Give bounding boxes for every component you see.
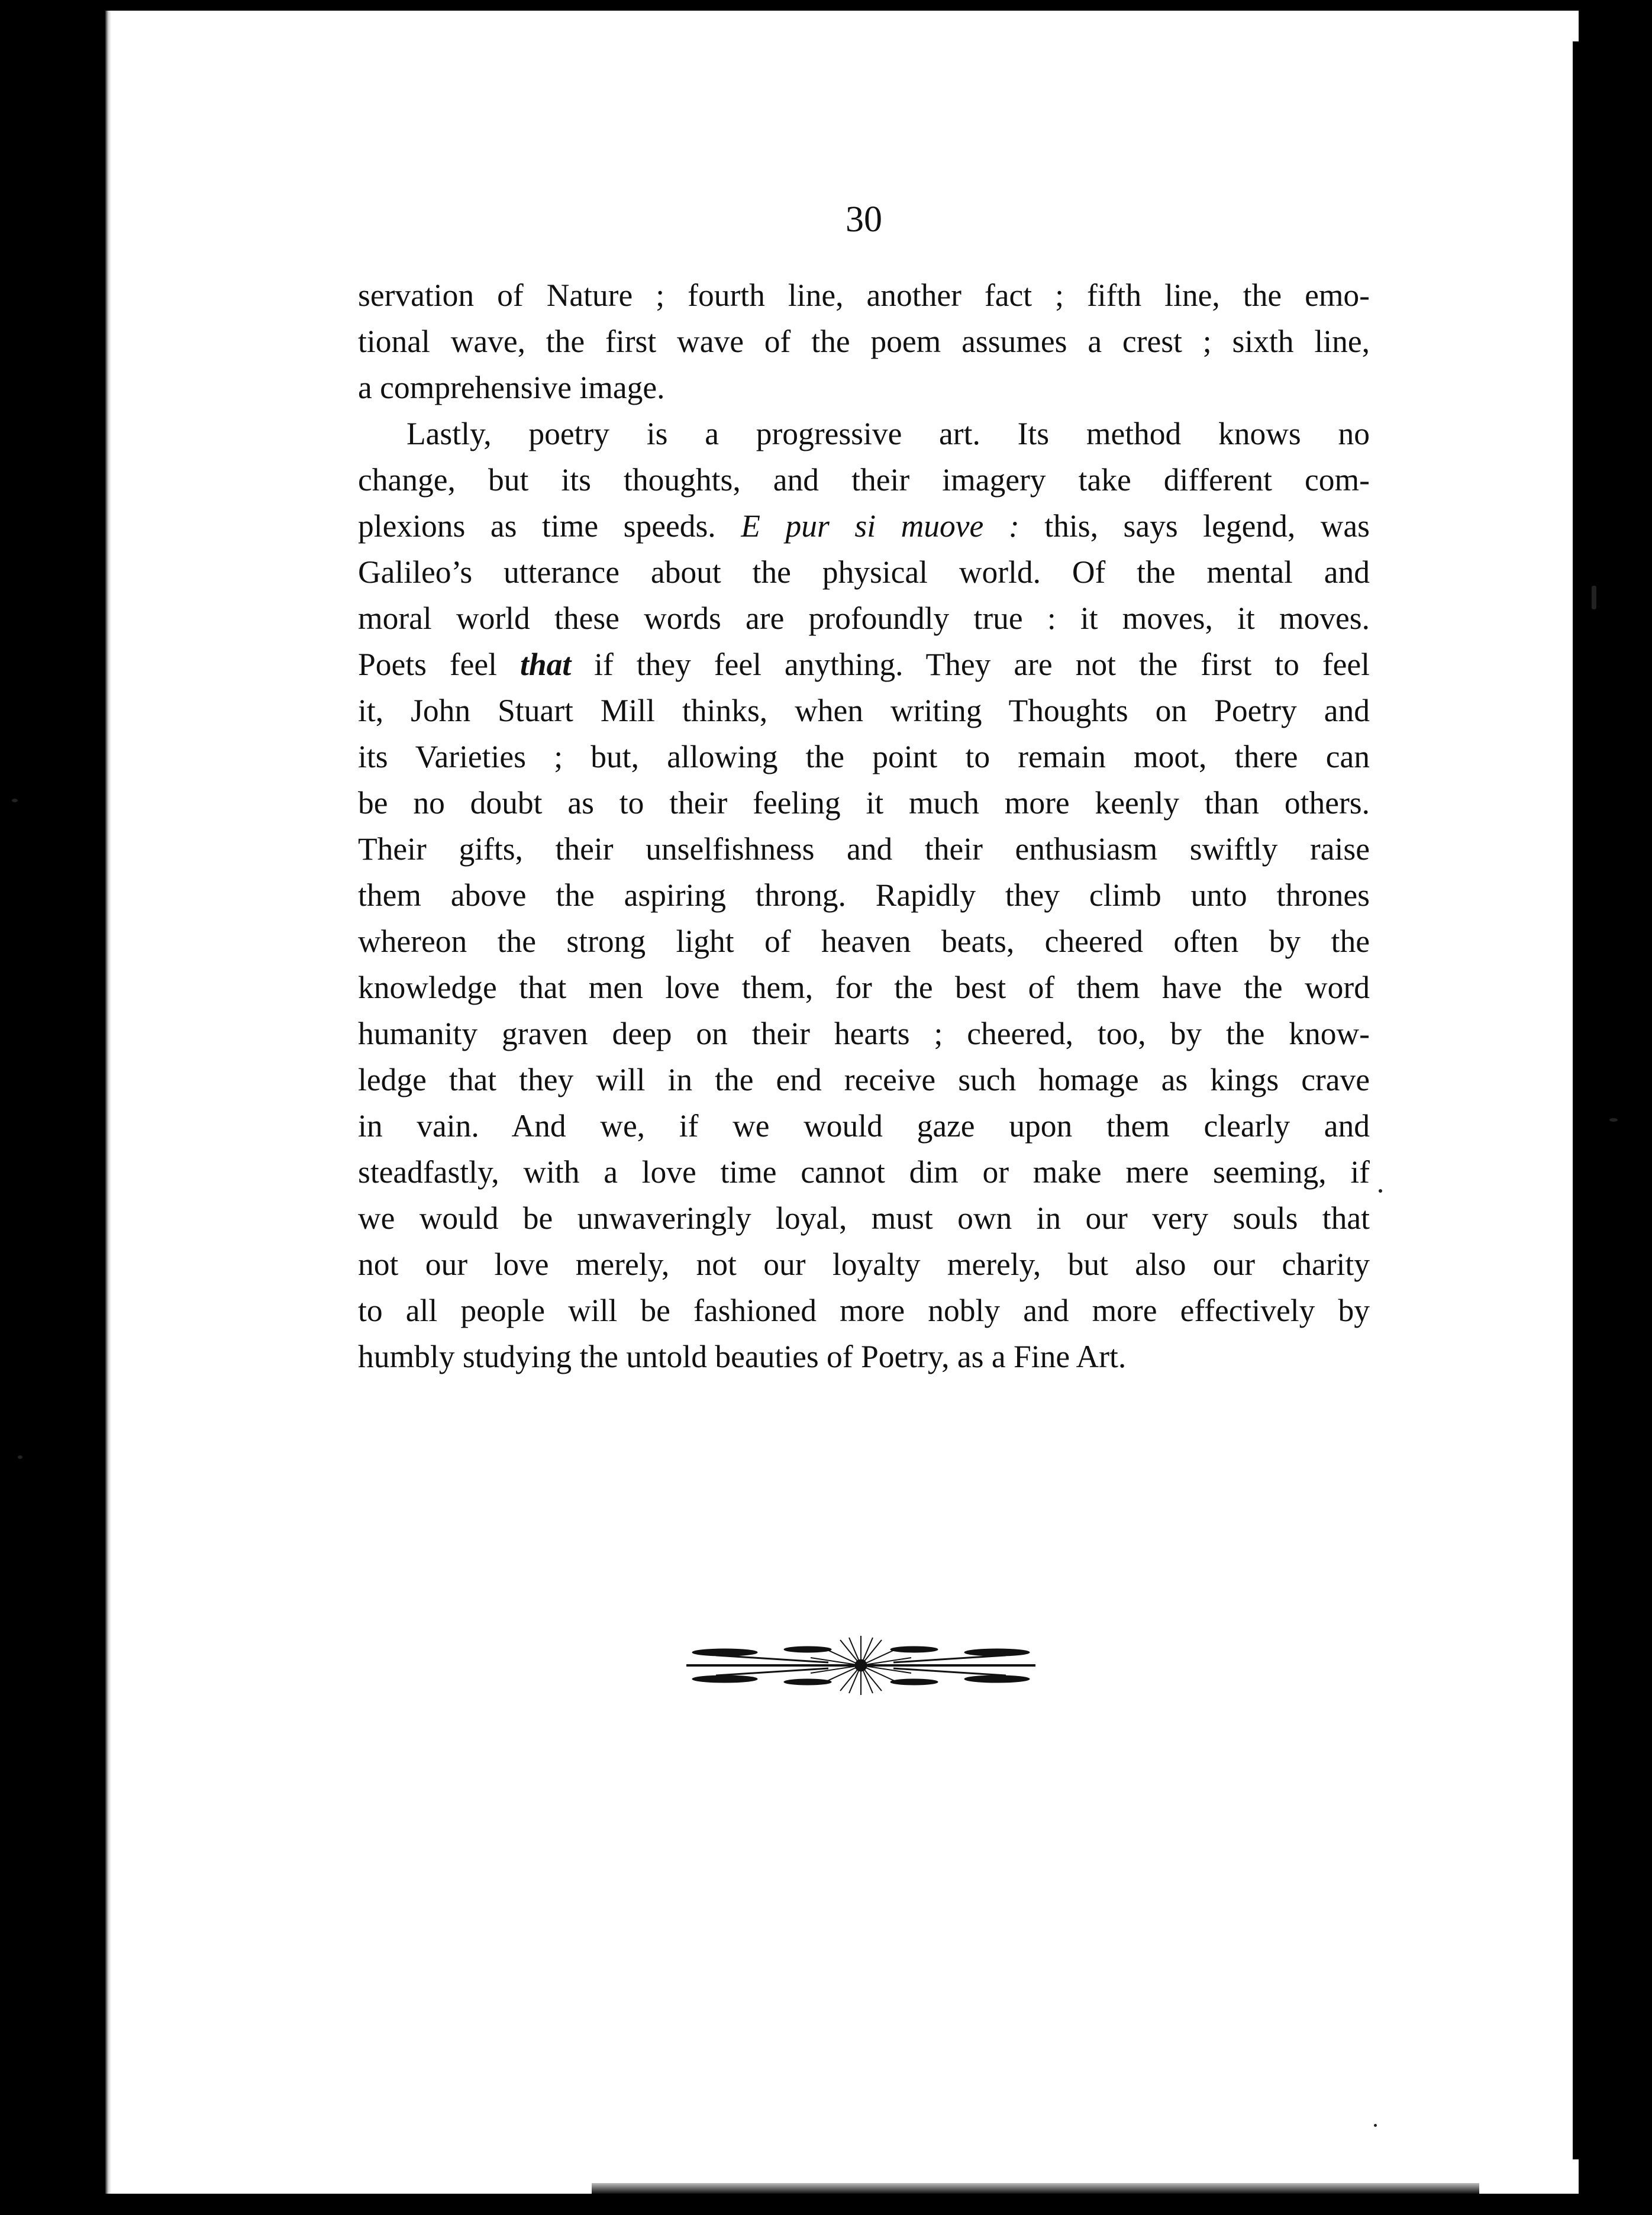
page-number: 30: [846, 199, 882, 240]
binding-gutter: [1573, 41, 1586, 2159]
text-line: tional wave, the first wave of the poem assumes a crest ; sixth line,: [358, 324, 1370, 359]
text-line: it, John Stuart Mill thinks, when writing Thoughts on Poetry and: [358, 693, 1370, 728]
page-left-edge: [105, 11, 111, 2194]
text-line: steadfastly, with a love time cannot dim or make mere seeming, if: [358, 1154, 1370, 1190]
text-line: them above the aspiring throng. Rapidly they climb unto thrones: [358, 877, 1370, 913]
scan-speck: [18, 1455, 22, 1459]
scan-speck: [1609, 1118, 1618, 1122]
text-line: its Varieties ; but, allowing the point to remain moot, there can: [358, 739, 1370, 774]
text-line: Galileo’s utterance about the physical world. Of the mental and: [358, 554, 1370, 590]
text-line: humbly studying the untold beauties of Poetry, as a Fine Art.: [358, 1339, 1127, 1374]
text-line: [358, 641, 1370, 687]
text-line: humanity graven deep on their hearts ; cheered, too, by the know-: [358, 1016, 1370, 1051]
text-run: if they feel anything. They are not the first to feel: [571, 647, 1370, 682]
text-line: servation of Nature ; fourth line, another fact ; fifth line, the emo-: [358, 277, 1370, 313]
text-line: [358, 503, 1370, 549]
scan-speck: [1379, 1189, 1382, 1193]
text-line: knowledge that men love them, for the best of them have the word: [358, 970, 1370, 1005]
text-line: in vain. And we, if we would gaze upon them clearly and: [358, 1108, 1370, 1144]
italic-phrase: E pur si muove :: [741, 508, 1019, 544]
scan-speck: [1592, 586, 1596, 609]
text-line: Their gifts, their unselfishness and their enthusiasm swiftly raise: [358, 831, 1370, 867]
scan-speck: [1374, 2124, 1377, 2127]
text-run: this, says legend, was: [1019, 508, 1370, 544]
page-bottom-shadow: [592, 2183, 1479, 2194]
text-line: ledge that they will in the end receive such homage as kings crave: [358, 1062, 1370, 1097]
text-line: be no doubt as to their feeling it much more keenly than others.: [358, 785, 1370, 821]
text-run: Poets feel: [358, 647, 520, 682]
text-line: to all people will be fashioned more nobly and more effectively by: [358, 1293, 1370, 1328]
text-line: not our love merely, not our loyalty merely, but also our charity: [358, 1247, 1370, 1282]
tailpiece-ornament-icon: [680, 1633, 1041, 1698]
text-line: whereon the strong light of heaven beats, cheered often by the: [358, 924, 1370, 959]
text-line: we would be unwaveringly loyal, must own in our very souls that: [358, 1200, 1370, 1236]
scan-speck: [12, 799, 18, 802]
text-line: change, but its thoughts, and their imagery take different com-: [358, 462, 1370, 498]
text-line: Lastly, poetry is a progressive art. Its method knows no: [406, 416, 1370, 451]
text-line: a comprehensive image.: [358, 370, 665, 405]
body-text: [358, 272, 1370, 1380]
italic-word: that: [520, 647, 572, 682]
text-line: moral world these words are profoundly true : it moves, it moves.: [358, 600, 1370, 636]
text-run: plexions as time speeds.: [358, 508, 741, 544]
